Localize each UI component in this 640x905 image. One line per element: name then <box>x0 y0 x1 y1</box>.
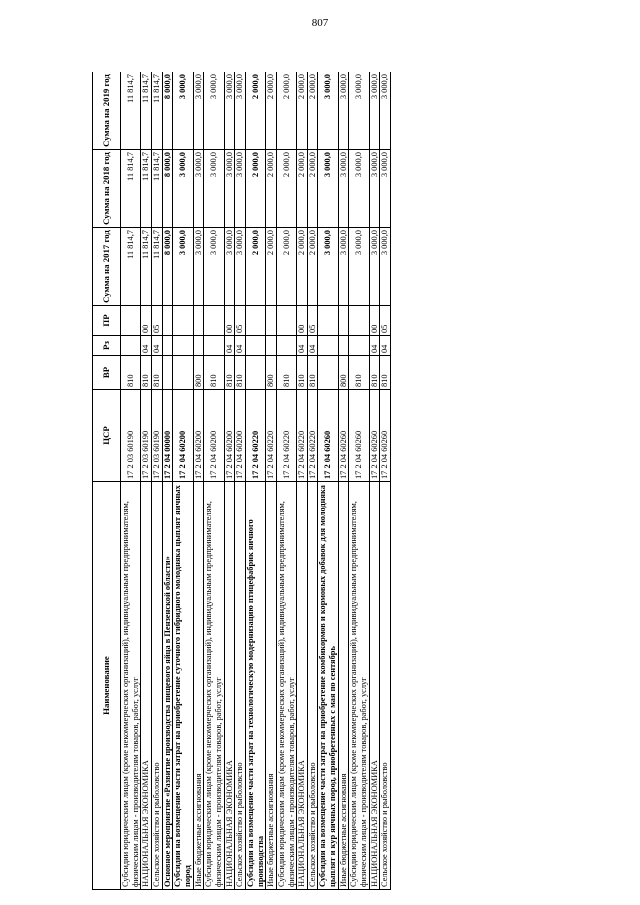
table-body <box>121 72 391 890</box>
cell-pr <box>266 306 277 336</box>
cell-sum-2018: 3 000,0 <box>204 150 224 228</box>
page-number: 807 <box>311 17 329 29</box>
table-row <box>235 72 246 890</box>
cell-csr: 17 2 04 60200 <box>235 390 246 482</box>
cell-sum-2018: 11 814,7 <box>121 150 141 228</box>
cell-sum-2019: 11 814,7 <box>141 72 152 150</box>
cell-csr: 17 2 03 60190 <box>141 390 152 482</box>
header-vr: ВР <box>93 356 121 390</box>
table-row <box>162 72 173 890</box>
cell-rz: 04 <box>380 336 391 356</box>
cell-pr <box>318 306 338 336</box>
cell-sum-2019: 11 814,7 <box>121 72 141 150</box>
cell-pr: 05 <box>380 306 391 336</box>
cell-sum-2017: 3 000,0 <box>173 228 193 306</box>
cell-vr: 810 <box>297 356 308 390</box>
cell-sum-2019: 3 000,0 <box>224 72 235 150</box>
header-sum-2017: Сумма на 2017 год <box>93 228 121 306</box>
cell-sum-2017: 2 000,0 <box>245 228 265 306</box>
cell-csr: 17 2 03 60190 <box>121 390 141 482</box>
cell-name: НАЦИОНАЛЬНАЯ ЭКОНОМИКА <box>141 482 152 890</box>
cell-vr: 810 <box>121 356 141 390</box>
cell-csr: 17 2 04 60200 <box>193 390 204 482</box>
cell-sum-2018: 11 814,7 <box>151 150 162 228</box>
cell-sum-2019: 11 814,7 <box>151 72 162 150</box>
cell-pr: 05 <box>151 306 162 336</box>
cell-vr: 810 <box>235 356 246 390</box>
cell-sum-2018: 3 000,0 <box>318 150 338 228</box>
cell-csr: 17 2 04 60260 <box>349 390 369 482</box>
cell-sum-2018: 3 000,0 <box>380 150 391 228</box>
cell-sum-2018: 3 000,0 <box>193 150 204 228</box>
cell-pr: 05 <box>307 306 318 336</box>
cell-name: Субсидии юридическим лицам (кроме некоммерческих организаций), индивидуальным предпринимателям, физическим лицам - производителям товаров, работ, услуг <box>276 482 296 890</box>
cell-sum-2017: 11 814,7 <box>121 228 141 306</box>
cell-name: Субсидии на возмещение части затрат на приобретение суточного гибридного молодняка цыплят яичных пород <box>173 482 193 890</box>
cell-sum-2017: 3 000,0 <box>369 228 380 306</box>
cell-csr: 17 2 04 60220 <box>266 390 277 482</box>
cell-csr: 17 2 04 60260 <box>380 390 391 482</box>
cell-rz <box>338 336 349 356</box>
cell-name: Сельское хозяйство и рыболовство <box>151 482 162 890</box>
table-row <box>338 72 349 890</box>
cell-csr: 17 2 04 60260 <box>369 390 380 482</box>
cell-name: Сельское хозяйство и рыболовство <box>235 482 246 890</box>
cell-pr <box>121 306 141 336</box>
cell-sum-2018: 3 000,0 <box>369 150 380 228</box>
cell-sum-2018: 2 000,0 <box>297 150 308 228</box>
cell-sum-2019: 3 000,0 <box>380 72 391 150</box>
header-csr: ЦСР <box>93 390 121 482</box>
cell-name: Сельское хозяйство и рыболовство <box>307 482 318 890</box>
table-row <box>173 72 193 890</box>
budget-table <box>92 72 391 890</box>
cell-vr: 810 <box>151 356 162 390</box>
cell-vr <box>245 356 265 390</box>
cell-name: Иные бюджетные ассигнования <box>266 482 277 890</box>
cell-name: Иные бюджетные ассигнования <box>338 482 349 890</box>
cell-rz <box>121 336 141 356</box>
cell-name: НАЦИОНАЛЬНАЯ ЭКОНОМИКА <box>369 482 380 890</box>
cell-pr <box>276 306 296 336</box>
table-row <box>380 72 391 890</box>
cell-vr: 810 <box>224 356 235 390</box>
cell-sum-2019: 2 000,0 <box>276 72 296 150</box>
cell-sum-2018: 2 000,0 <box>266 150 277 228</box>
header-rz: Рз <box>93 336 121 356</box>
cell-sum-2017: 3 000,0 <box>204 228 224 306</box>
table-row <box>276 72 296 890</box>
cell-name: Субсидии юридическим лицам (кроме некоммерческих организаций), индивидуальным предпринимателям, физическим лицам - производителям товаров, работ, услуг <box>204 482 224 890</box>
cell-sum-2017: 3 000,0 <box>380 228 391 306</box>
cell-sum-2018: 3 000,0 <box>173 150 193 228</box>
cell-csr: 17 2 04 60220 <box>245 390 265 482</box>
cell-sum-2017: 2 000,0 <box>276 228 296 306</box>
cell-name: НАЦИОНАЛЬНАЯ ЭКОНОМИКА <box>224 482 235 890</box>
cell-csr: 17 2 04 60260 <box>338 390 349 482</box>
cell-vr: 810 <box>349 356 369 390</box>
cell-pr <box>338 306 349 336</box>
header-sum-2018: Сумма на 2018 год <box>93 150 121 228</box>
cell-sum-2019: 2 000,0 <box>245 72 265 150</box>
cell-pr <box>245 306 265 336</box>
cell-sum-2017: 2 000,0 <box>307 228 318 306</box>
table-row <box>245 72 265 890</box>
cell-name: Иные бюджетные ассигнования <box>193 482 204 890</box>
cell-rz: 04 <box>224 336 235 356</box>
table-row <box>121 72 141 890</box>
cell-rz <box>162 336 173 356</box>
cell-vr: 810 <box>141 356 152 390</box>
cell-pr: 00 <box>141 306 152 336</box>
cell-sum-2017: 11 814,7 <box>151 228 162 306</box>
cell-name: Сельское хозяйство и рыболовство <box>380 482 391 890</box>
cell-rz <box>204 336 224 356</box>
table-row <box>151 72 162 890</box>
cell-csr: 17 2 04 60200 <box>224 390 235 482</box>
header-sum-2019: Сумма на 2019 год <box>93 72 121 150</box>
cell-csr: 17 2 04 00000 <box>162 390 173 482</box>
cell-sum-2018: 2 000,0 <box>276 150 296 228</box>
cell-vr: 810 <box>369 356 380 390</box>
cell-pr: 05 <box>235 306 246 336</box>
cell-sum-2017: 3 000,0 <box>318 228 338 306</box>
cell-csr: 17 2 04 60220 <box>276 390 296 482</box>
cell-rz <box>276 336 296 356</box>
cell-vr: 800 <box>266 356 277 390</box>
cell-sum-2018: 8 000,0 <box>162 150 173 228</box>
cell-sum-2018: 2 000,0 <box>307 150 318 228</box>
cell-vr: 810 <box>204 356 224 390</box>
cell-rz <box>266 336 277 356</box>
cell-sum-2019: 3 000,0 <box>173 72 193 150</box>
cell-sum-2017: 11 814,7 <box>141 228 152 306</box>
cell-vr: 810 <box>380 356 391 390</box>
cell-vr <box>318 356 338 390</box>
cell-sum-2017: 3 000,0 <box>224 228 235 306</box>
header-name: Наименование <box>93 482 121 890</box>
cell-sum-2019: 3 000,0 <box>235 72 246 150</box>
cell-rz <box>349 336 369 356</box>
cell-pr <box>204 306 224 336</box>
cell-csr: 17 2 04 60220 <box>307 390 318 482</box>
cell-sum-2017: 2 000,0 <box>266 228 277 306</box>
cell-sum-2018: 3 000,0 <box>235 150 246 228</box>
cell-sum-2017: 2 000,0 <box>297 228 308 306</box>
table-row <box>141 72 152 890</box>
cell-csr: 17 2 04 60200 <box>173 390 193 482</box>
cell-sum-2018: 3 000,0 <box>224 150 235 228</box>
cell-vr: 810 <box>276 356 296 390</box>
cell-rz: 04 <box>235 336 246 356</box>
cell-rz: 04 <box>307 336 318 356</box>
cell-vr: 800 <box>338 356 349 390</box>
cell-pr: 00 <box>224 306 235 336</box>
cell-name: Субсидии юридическим лицам (кроме некоммерческих организаций), индивидуальным предпринимателям, физическим лицам - производителям товаров, работ, услуг <box>349 482 369 890</box>
cell-sum-2018: 3 000,0 <box>338 150 349 228</box>
cell-sum-2017: 3 000,0 <box>338 228 349 306</box>
cell-rz <box>173 336 193 356</box>
cell-rz: 04 <box>141 336 152 356</box>
table-row <box>349 72 369 890</box>
cell-sum-2017: 8 000,0 <box>162 228 173 306</box>
cell-csr: 17 2 04 60220 <box>297 390 308 482</box>
cell-pr <box>173 306 193 336</box>
budget-table-sheet <box>92 72 568 890</box>
cell-vr <box>173 356 193 390</box>
cell-rz <box>245 336 265 356</box>
cell-vr: 810 <box>307 356 318 390</box>
cell-name: Субсидии на возмещение части затрат на технологическую модернизацию птицефабрик яичного производства <box>245 482 265 890</box>
table-row <box>266 72 277 890</box>
cell-sum-2018: 3 000,0 <box>349 150 369 228</box>
cell-sum-2019: 3 000,0 <box>369 72 380 150</box>
header-pr: ПР <box>93 306 121 336</box>
cell-name: НАЦИОНАЛЬНАЯ ЭКОНОМИКА <box>297 482 308 890</box>
cell-name: Основное мероприятие «Развитие производства пищевого яйца в Пензенской области» <box>162 482 173 890</box>
cell-rz <box>193 336 204 356</box>
table-row <box>369 72 380 890</box>
rotated-table-container <box>92 72 568 890</box>
cell-sum-2019: 3 000,0 <box>318 72 338 150</box>
table-row <box>318 72 338 890</box>
cell-pr: 00 <box>297 306 308 336</box>
table-row <box>204 72 224 890</box>
cell-csr: 17 2 03 60190 <box>151 390 162 482</box>
cell-rz: 04 <box>151 336 162 356</box>
cell-vr <box>162 356 173 390</box>
cell-sum-2019: 2 000,0 <box>266 72 277 150</box>
cell-sum-2019: 3 000,0 <box>204 72 224 150</box>
cell-pr <box>193 306 204 336</box>
cell-sum-2018: 11 814,7 <box>141 150 152 228</box>
cell-sum-2019: 2 000,0 <box>297 72 308 150</box>
cell-sum-2017: 3 000,0 <box>193 228 204 306</box>
cell-pr: 00 <box>369 306 380 336</box>
cell-sum-2019: 3 000,0 <box>338 72 349 150</box>
cell-csr: 17 2 04 60200 <box>204 390 224 482</box>
cell-sum-2019: 8 000,0 <box>162 72 173 150</box>
cell-name: Субсидии на возмещение части затрат на приобретение комбикормов и кормовых добавок для молодняка цыплят и кур яичных пород, приобретенных с мая по сентябрь <box>318 482 338 890</box>
cell-rz: 04 <box>297 336 308 356</box>
table-row <box>307 72 318 890</box>
cell-pr <box>162 306 173 336</box>
cell-sum-2017: 3 000,0 <box>349 228 369 306</box>
cell-pr <box>349 306 369 336</box>
cell-sum-2017: 3 000,0 <box>235 228 246 306</box>
table-header-row <box>93 72 121 890</box>
cell-sum-2018: 2 000,0 <box>245 150 265 228</box>
cell-csr: 17 2 04 60260 <box>318 390 338 482</box>
cell-rz: 04 <box>369 336 380 356</box>
cell-sum-2019: 3 000,0 <box>193 72 204 150</box>
table-row <box>224 72 235 890</box>
cell-vr: 800 <box>193 356 204 390</box>
cell-sum-2019: 2 000,0 <box>307 72 318 150</box>
table-row <box>297 72 308 890</box>
cell-rz <box>318 336 338 356</box>
cell-name: Субсидии юридическим лицам (кроме некоммерческих организаций), индивидуальным предпринимателям, физическим лицам - производителям товаров, работ, услуг <box>121 482 141 890</box>
table-row <box>193 72 204 890</box>
cell-sum-2019: 3 000,0 <box>349 72 369 150</box>
